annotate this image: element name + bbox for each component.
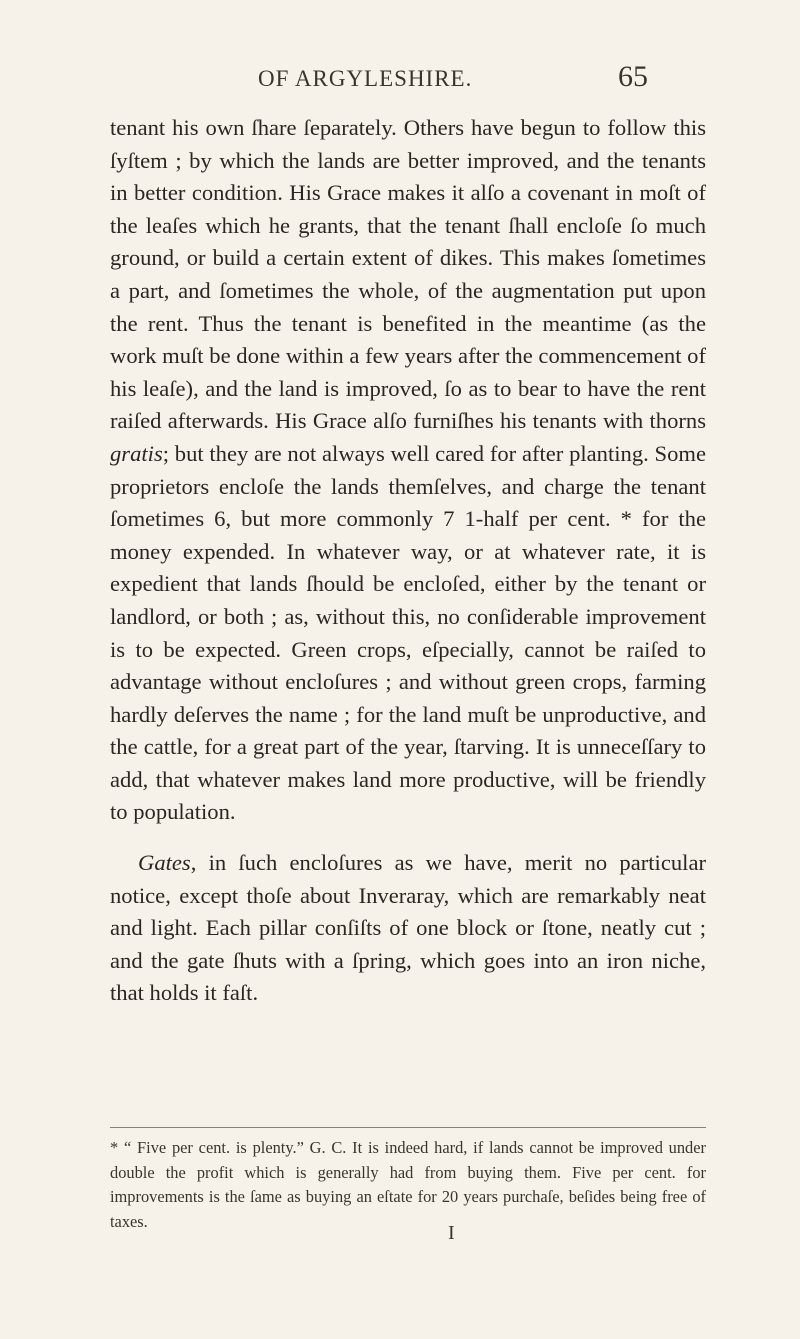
- paragraph-enclosures: [110, 112, 706, 829]
- running-head: OF ARGYLESHIRE.: [258, 66, 473, 91]
- footnote-rule: [110, 1127, 706, 1128]
- page-number: 65: [618, 60, 648, 93]
- body-text: [110, 112, 706, 1010]
- footnote: * “ Five per cent. is plenty.” G. C. It is indeed hard, if lands cannot be improved under double the profit which is generally had from buying them. Five per cent. for improvements is the ſame as buying an eſtate for 20 years purchaſe, beſides being free of taxes.: [110, 1138, 706, 1231]
- gratis-italic: gratis: [110, 440, 163, 466]
- paragraph-text-part: tenant his own ſhare ſeparately. Others have begun to follow this ſyſtem ; by which the lands are better improved, and the tenants in better condition. His Grace makes it alſo a covenant in moſt of the leaſes which he grants, that the tenant ſhall encloſe ſo much ground, or build a certain extent of dikes. This makes ſometimes a part, and ſometimes the whole, of the augmentation put upon the rent. Thus the tenant is benefited in the meantime (as the work muſt be done within a few years after the commencement of his leaſe), and the land is improved, ſo as to bear to have the rent raiſed afterwards. His Grace alſo furniſhes his tenants with thorns: [110, 115, 706, 434]
- paragraph-text-part: ; but they are not always well cared for after planting. Some proprietors encloſe the lands themſelves, and charge the tenant ſometimes 6, but more commonly 7 1-half per cent. * for the money expended. In whatever way, or at whatever rate, it is expedient that lands ſhould be encloſed, either by the tenant or landlord, or both ; as, without this, no conſiderable improvement is to be expected. Green crops, eſpecially, cannot be raiſed to advantage without encloſures ; and without green crops, farming hardly deſerves the name ; for the land muſt be unproductive, and the cattle, for a great part of the year, ſtarving. It is unneceſſary to add, that whatever makes land more productive, will be friendly to population.: [110, 440, 706, 825]
- paragraph-text-part: , in ſuch encloſures as we have, merit no particular notice, except thoſe about Inveraray, which are remarkably neat and light. Each pillar conſiſts of one block or ſtone, neatly cut ; and the gate ſhuts with a ſpring, which goes into an iron niche, that holds it faſt.: [110, 850, 706, 1006]
- page-header: [0, 62, 800, 102]
- paragraph-gates: [110, 847, 706, 1010]
- signature-mark: I: [448, 1222, 455, 1244]
- gates-lead-italic: Gates: [138, 850, 191, 876]
